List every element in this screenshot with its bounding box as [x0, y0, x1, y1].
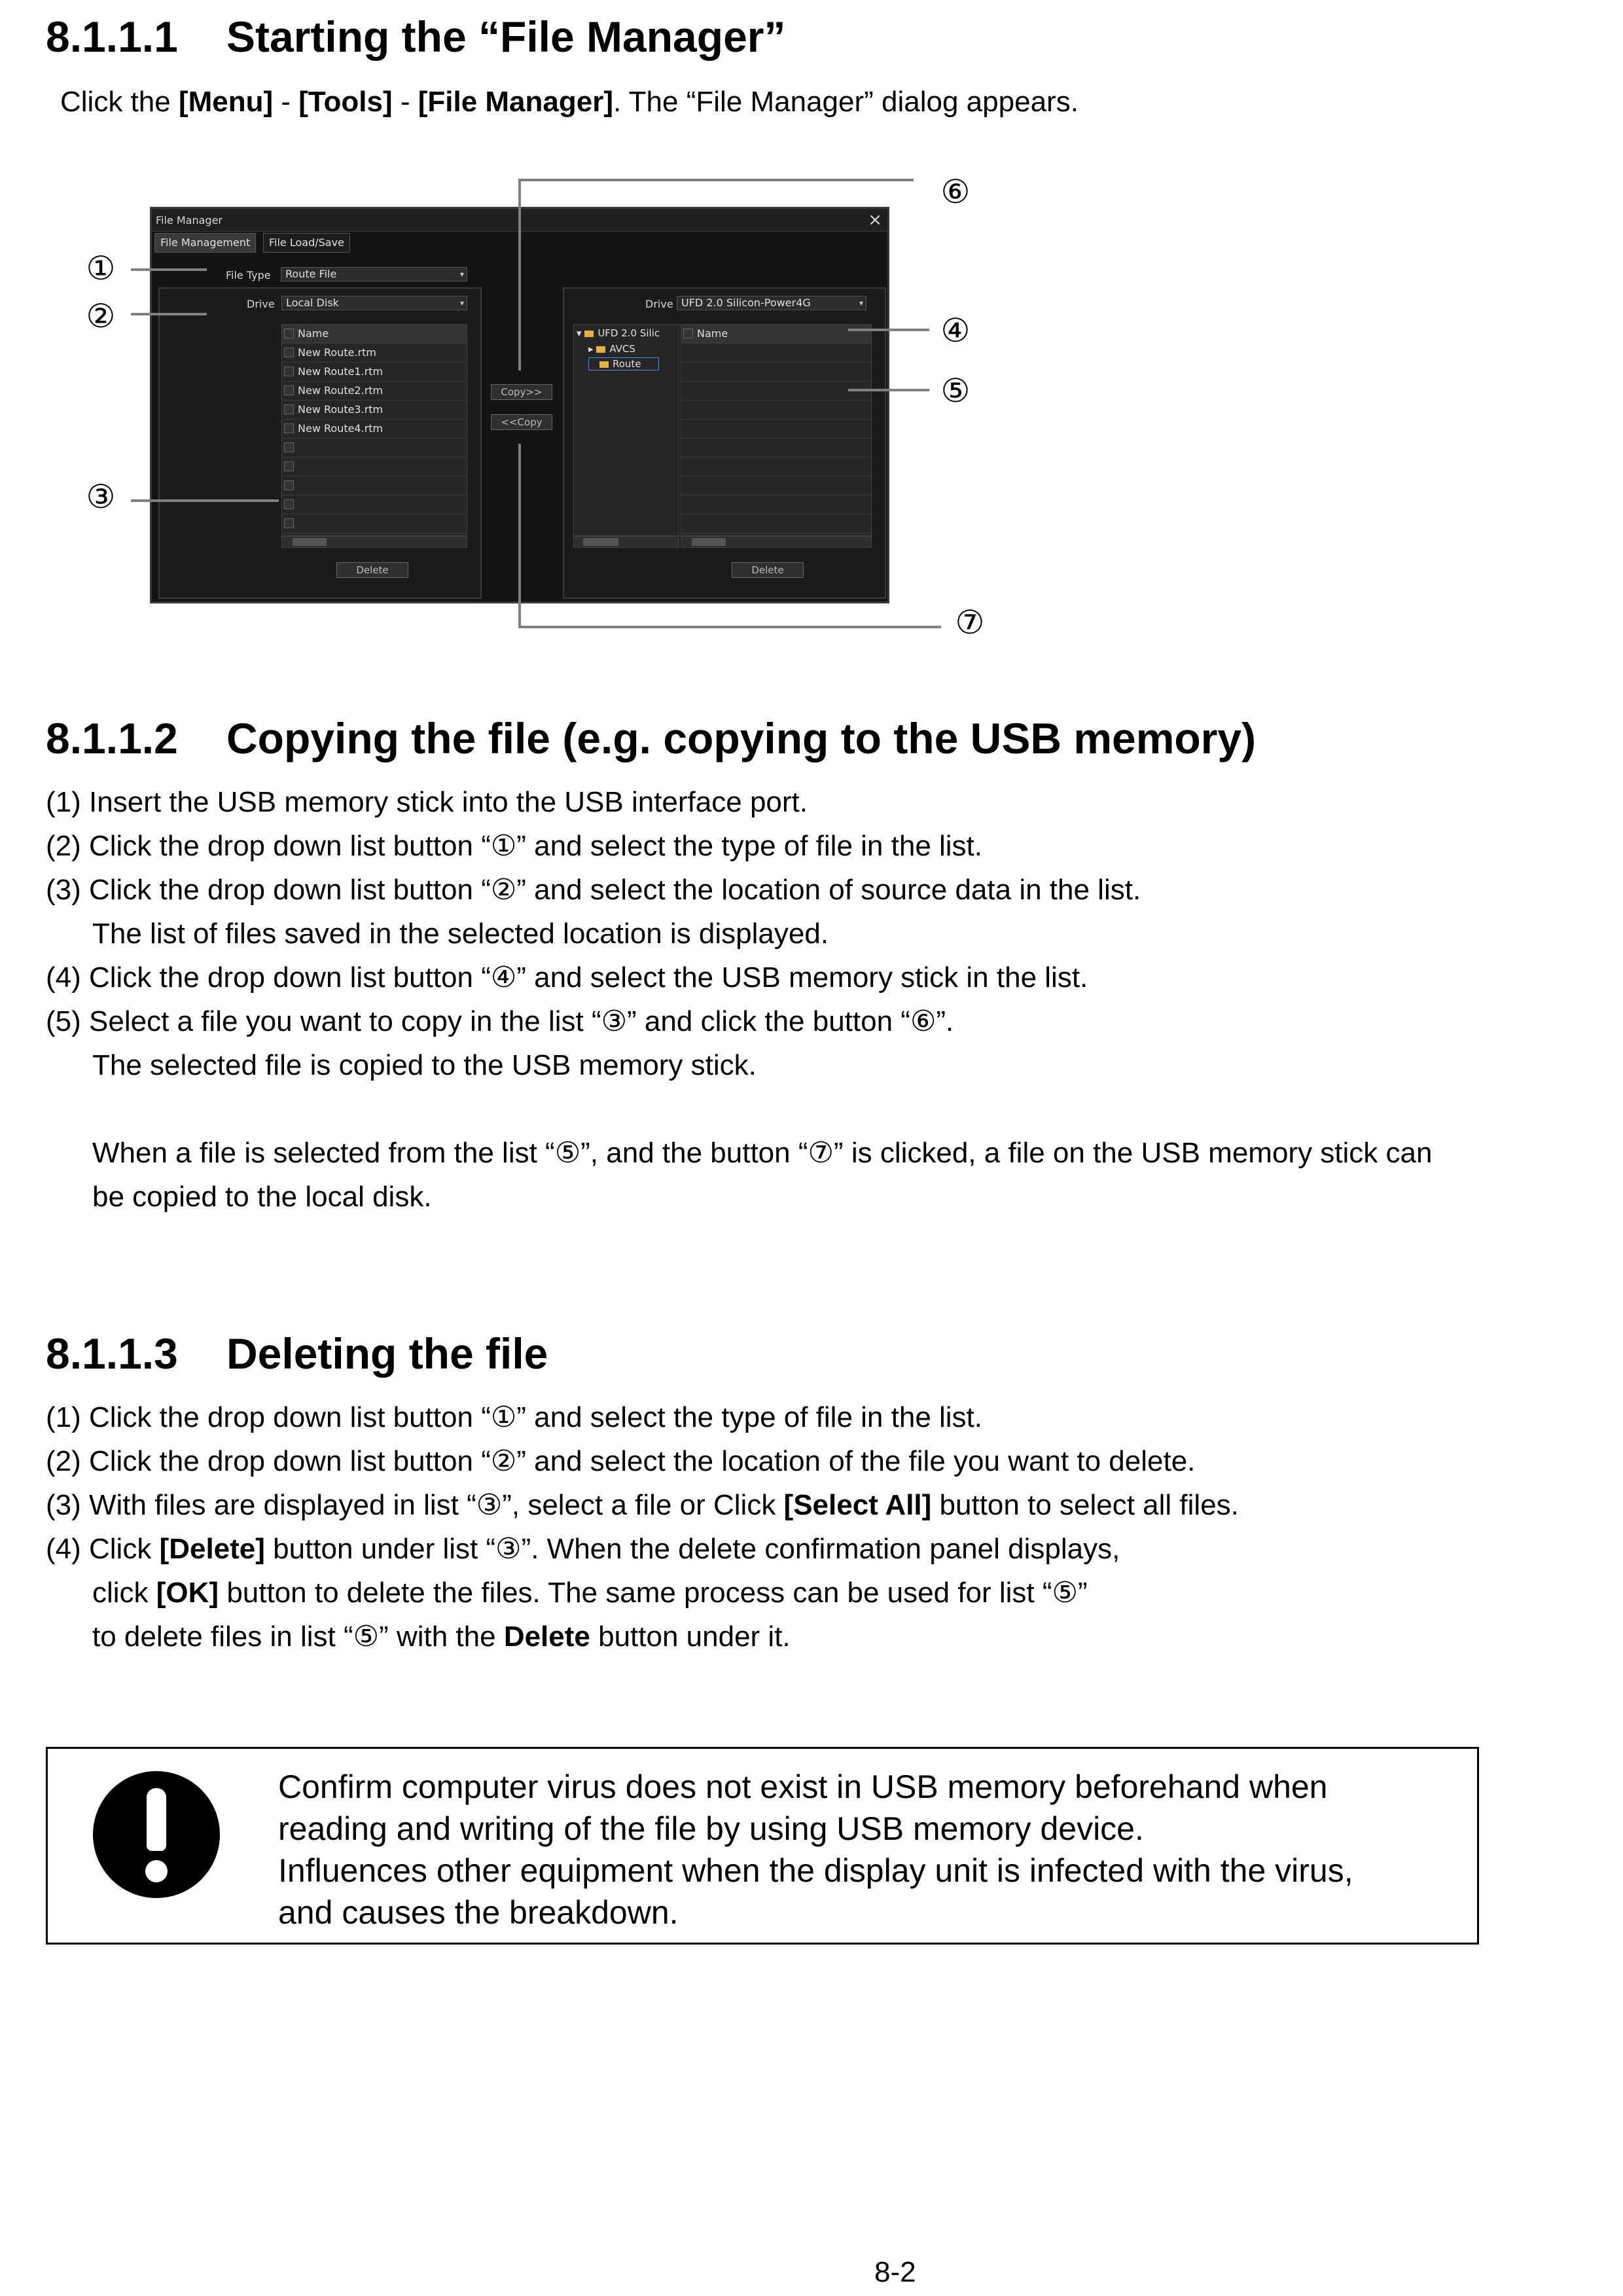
section-number: 8.1.1.2: [46, 714, 178, 762]
callout-5: ⑤: [940, 372, 971, 410]
tree-item-route[interactable]: [588, 357, 659, 370]
caution-line-3: Influences other equipment when the display unit is infected with the virus,: [278, 1852, 1353, 1889]
delete-step-2: (2) Click the drop down list button “②” and select the location of the file you want to delete.: [46, 1445, 1196, 1477]
callout-1: ①: [86, 249, 116, 287]
right-drive-label: Drive: [645, 298, 673, 310]
intro-text-part: . The “File Manager” dialog appears.: [613, 86, 1079, 118]
tree-item-avcs[interactable]: ▸ AVCS: [588, 343, 635, 355]
list-item: [282, 495, 467, 514]
step-2: (2) Click the drop down list button “①” and select the type of file in the list.: [46, 830, 983, 862]
row-checkbox[interactable]: [284, 386, 294, 395]
tree-horizontal-scrollbar[interactable]: [573, 536, 679, 548]
dialog-title: File Manager: [156, 214, 223, 226]
list-item: [282, 476, 467, 495]
scrollbar-thumb[interactable]: [692, 538, 726, 546]
tab-file-management[interactable]: File Management: [154, 233, 256, 253]
list-item: [282, 439, 467, 457]
file-name: New Route.rtm: [298, 346, 376, 359]
intro-text-part: -: [273, 86, 299, 118]
callout-2: ②: [86, 297, 116, 335]
text-part: click: [92, 1577, 156, 1609]
row-checkbox[interactable]: [284, 461, 294, 471]
page-number: 8-2: [874, 2256, 916, 2288]
callout-line-5: [848, 389, 929, 391]
select-all-label: [Select All]: [783, 1489, 932, 1521]
tab-file-load-save[interactable]: File Load/Save: [263, 233, 350, 253]
note-line-1: When a file is selected from the list “⑤”, and the button “⑦” is clicked, a file on the USB memory stick can: [92, 1137, 1433, 1169]
list-header: [681, 325, 871, 344]
file-name: New Route1.rtm: [298, 365, 383, 378]
list-item: [681, 439, 871, 457]
row-checkbox[interactable]: [284, 442, 294, 452]
note-line-2: be copied to the local disk.: [92, 1181, 432, 1213]
right-drive-dropdown[interactable]: [677, 296, 866, 310]
step-5: (5) Select a file you want to copy in the list “③” and click the button “⑥”.: [46, 1005, 954, 1037]
file-manager-label: [File Manager]: [418, 86, 614, 118]
left-drive-dropdown[interactable]: [281, 296, 467, 310]
callout-line-1: [131, 268, 207, 271]
delete-step-4-line-3: [92, 1620, 791, 1654]
list-item[interactable]: [282, 401, 467, 420]
chevron-down-icon: ▾: [459, 298, 464, 308]
scrollbar-thumb[interactable]: [583, 538, 618, 546]
delete-step-1: (1) Click the drop down list button “①” and select the type of file in the list.: [46, 1401, 983, 1433]
callout-4: ④: [940, 312, 971, 350]
list-item: [681, 514, 871, 533]
file-type-dropdown[interactable]: [281, 267, 467, 281]
text-part: to delete files in list “⑤” with the: [92, 1621, 504, 1653]
list-item: [681, 344, 871, 363]
list-item: [282, 514, 467, 533]
callout-line-6-horizontal: [518, 179, 914, 181]
tree-label: AVCS: [609, 343, 635, 355]
delete-step-4: [46, 1532, 1120, 1566]
name-column-header: Name: [697, 327, 728, 340]
ok-label: [OK]: [156, 1577, 219, 1609]
section-number: 8.1.1.1: [46, 12, 178, 61]
callout-3: ③: [86, 478, 116, 516]
close-icon[interactable]: ×: [868, 210, 882, 230]
left-file-list[interactable]: [281, 324, 467, 536]
file-name: New Route4.rtm: [298, 422, 383, 435]
callout-line-7-vertical: [518, 444, 521, 628]
left-drive-value: Local Disk: [286, 296, 339, 309]
text-part: button under it.: [590, 1621, 791, 1653]
callout-line-4: [848, 329, 929, 331]
text-part: button to select all files.: [931, 1489, 1239, 1521]
copy-right-button[interactable]: Copy>>: [491, 384, 552, 400]
chevron-down-icon: ▾: [459, 270, 464, 279]
section-title: Deleting the file: [226, 1329, 548, 1378]
right-delete-button[interactable]: Delete: [732, 562, 804, 578]
intro-text-part: -: [392, 86, 418, 118]
list-item[interactable]: [282, 382, 467, 401]
list-item: [681, 495, 871, 514]
list-item[interactable]: [282, 344, 467, 363]
right-file-list[interactable]: [681, 324, 872, 536]
list-item: [681, 457, 871, 476]
list-item: [681, 476, 871, 495]
delete-step-3: [46, 1488, 1239, 1522]
row-checkbox[interactable]: [284, 423, 294, 433]
list-header: [282, 325, 467, 344]
section-title: Copying the file (e.g. copying to the USB memory): [226, 714, 1257, 762]
left-drive-label: Drive: [247, 298, 275, 310]
row-checkbox[interactable]: [284, 367, 294, 376]
tools-label: [Tools]: [298, 86, 393, 118]
caution-line-4: and causes the breakdown.: [278, 1894, 679, 1931]
step-4: (4) Click the drop down list button “④” and select the USB memory stick in the list.: [46, 961, 1088, 994]
copy-left-button[interactable]: <<Copy: [491, 414, 552, 430]
left-delete-button[interactable]: Delete: [336, 562, 408, 578]
menu-label: [Menu]: [178, 86, 274, 118]
intro-text: [60, 85, 1079, 119]
row-checkbox[interactable]: [284, 518, 294, 528]
exclamation-bar: [147, 1788, 166, 1851]
section-number: 8.1.1.3: [46, 1329, 178, 1378]
text-part: button to delete the files. The same process can be used for list “⑤”: [219, 1577, 1088, 1609]
list-item[interactable]: [282, 363, 467, 382]
exclamation-dot: [145, 1860, 168, 1882]
caution-line-2: reading and writing of the file by using USB memory device.: [278, 1810, 1144, 1847]
step-3: (3) Click the drop down list button “②” and select the location of source data in the list.: [46, 874, 1141, 906]
select-all-checkbox[interactable]: [284, 329, 294, 338]
left-panel: [158, 287, 482, 599]
tree-label: UFD 2.0 Silic: [597, 327, 660, 339]
list-item: [681, 363, 871, 382]
folder-icon: [596, 346, 605, 353]
folder-icon: [584, 331, 594, 337]
file-type-value: Route File: [285, 268, 337, 280]
text-part: (3) With files are displayed in list “③”, select a file or Click: [46, 1489, 784, 1521]
section-heading-8-1-1-1: [46, 12, 785, 62]
list-item: [282, 457, 467, 476]
row-checkbox[interactable]: [284, 348, 294, 357]
row-checkbox[interactable]: [284, 480, 294, 490]
tree-item-root[interactable]: ▾ UFD 2.0 Silic: [577, 327, 660, 339]
caution-box: [46, 1747, 1479, 1945]
callout-line-6-vertical: [518, 179, 521, 370]
intro-text-part: Click the: [60, 86, 179, 118]
name-column-header: Name: [298, 327, 329, 340]
folder-icon: [599, 361, 609, 368]
list-item: [681, 401, 871, 420]
step-3-note: The list of files saved in the selected location is displayed.: [92, 918, 829, 950]
left-horizontal-scrollbar[interactable]: [281, 536, 467, 548]
file-type-label: File Type: [226, 269, 271, 281]
scrollbar-thumb[interactable]: [293, 538, 327, 546]
step-1: (1) Insert the USB memory stick into the USB interface port.: [46, 786, 808, 818]
text-part: button under list “③”. When the delete confirmation panel displays,: [264, 1533, 1120, 1565]
callout-line-7-horizontal: [518, 626, 941, 628]
section-heading-8-1-1-3: [46, 1329, 548, 1378]
file-name: New Route2.rtm: [298, 384, 383, 397]
callout-6: ⑥: [940, 173, 971, 211]
chevron-down-icon: ▾: [859, 298, 863, 308]
callout-line-3: [131, 499, 279, 502]
file-name: New Route3.rtm: [298, 403, 383, 416]
row-checkbox[interactable]: [284, 499, 294, 509]
select-all-checkbox[interactable]: [683, 329, 693, 338]
row-checkbox[interactable]: [284, 404, 294, 414]
right-drive-value: UFD 2.0 Silicon-Power4G: [681, 296, 811, 309]
callout-line-2: [131, 313, 207, 315]
right-panel: [563, 287, 886, 599]
list-item[interactable]: [282, 420, 467, 439]
section-heading-8-1-1-2: [46, 713, 1256, 763]
delete-step-4-line-2: [92, 1576, 1088, 1610]
callout-7: ⑦: [955, 603, 985, 641]
right-horizontal-scrollbar[interactable]: [681, 536, 872, 548]
section-title: Starting the “File Manager”: [226, 12, 786, 61]
list-item: [681, 420, 871, 439]
list-item: [681, 382, 871, 401]
text-part: (4) Click: [46, 1533, 160, 1565]
tree-label: Route: [613, 358, 641, 370]
step-5-note: The selected file is copied to the USB memory stick.: [92, 1049, 757, 1081]
delete-label: [Delete]: [159, 1533, 265, 1565]
exclamation-icon: [93, 1771, 220, 1898]
folder-tree[interactable]: [573, 324, 679, 536]
delete-label: Delete: [503, 1621, 590, 1653]
caution-line-1: Confirm computer virus does not exist in USB memory beforehand when: [278, 1768, 1328, 1805]
